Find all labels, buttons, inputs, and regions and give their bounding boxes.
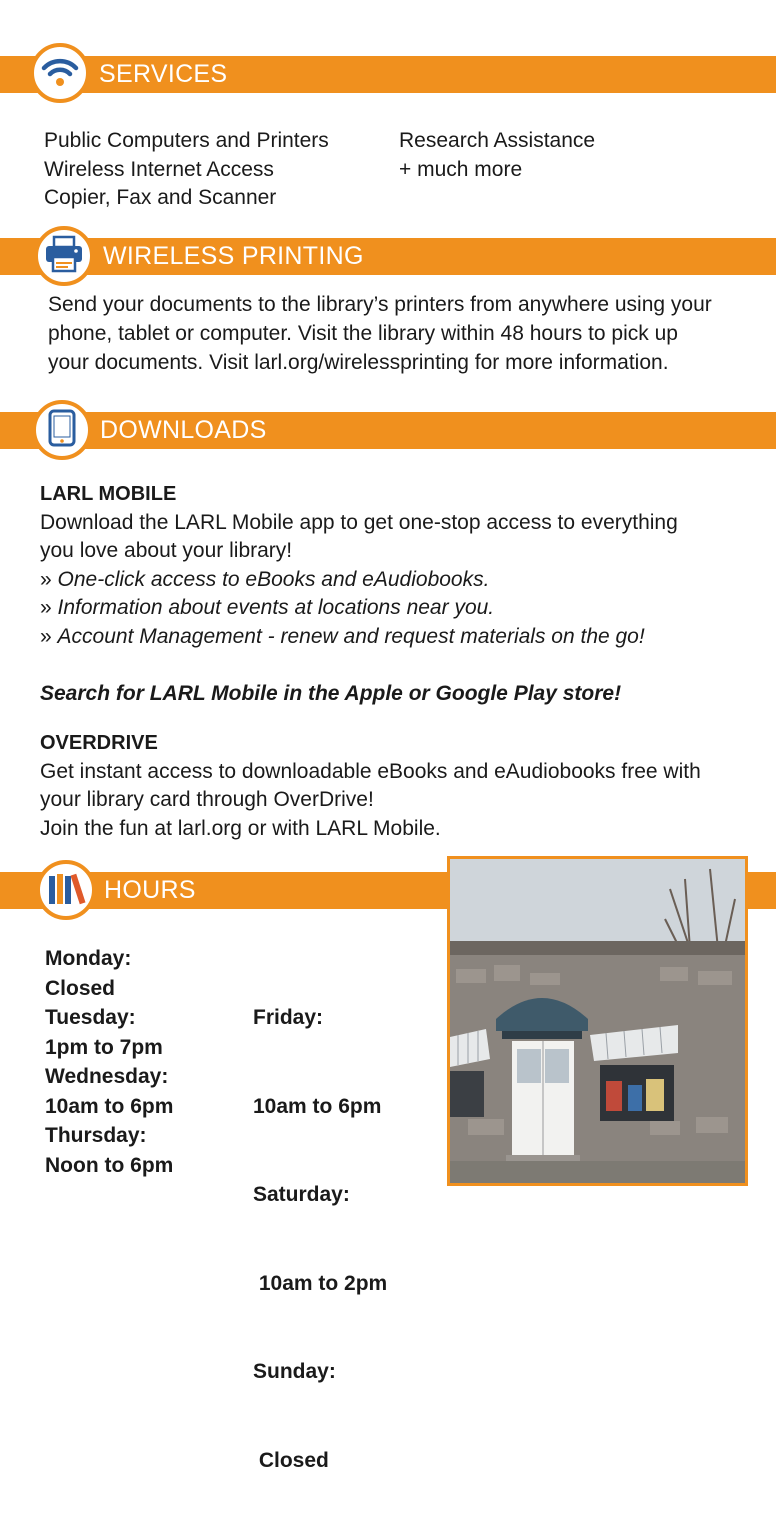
paragraph-line: you love about your library! bbox=[40, 539, 293, 562]
bullet-mark: » bbox=[40, 596, 52, 619]
hours-line: Closed bbox=[253, 1448, 329, 1472]
downloads-badge bbox=[32, 400, 92, 460]
overdrive-block bbox=[40, 729, 701, 843]
hours-badge bbox=[36, 860, 96, 920]
library-building-photo bbox=[447, 856, 748, 1186]
books-icon bbox=[46, 870, 86, 911]
hours-line: Thursday: bbox=[45, 1124, 147, 1147]
downloads-title: DOWNLOADS bbox=[100, 416, 267, 444]
bullet-item: » Information about events at locations near you. bbox=[40, 596, 495, 619]
printer-icon bbox=[44, 235, 84, 278]
services-badge bbox=[30, 43, 90, 103]
wifi-icon bbox=[41, 54, 79, 93]
bullet-mark: » bbox=[40, 624, 52, 648]
hours-line: Closed bbox=[45, 976, 116, 1000]
overdrive-heading: OVERDRIVE bbox=[40, 732, 158, 754]
paragraph-line: Send your documents to the library’s printers from anywhere using your bbox=[48, 293, 712, 316]
service-item: Research Assistance bbox=[399, 129, 596, 152]
hours-line: Noon to 6pm bbox=[45, 1153, 174, 1177]
service-item: Wireless Internet Access bbox=[44, 157, 274, 181]
hours-line: Monday: bbox=[45, 947, 132, 970]
tablet-icon bbox=[47, 409, 77, 452]
paragraph-line: your documents. Visit larl.org/wirelessprinting for more information. bbox=[48, 351, 669, 374]
service-item: + much more bbox=[399, 157, 523, 181]
hours-line: 1pm to 7pm bbox=[45, 1035, 163, 1059]
hours-line: 10am to 6pm bbox=[253, 1094, 382, 1118]
wireless-printing-text bbox=[48, 290, 712, 377]
service-item: Public Computers and Printers bbox=[44, 129, 329, 152]
hours-column-right bbox=[253, 944, 387, 1534]
paragraph-line: Get instant access to downloadable eBooks and eAudiobooks free with bbox=[40, 759, 701, 783]
hours-line: Sunday: bbox=[253, 1360, 336, 1383]
larl-mobile-block bbox=[40, 480, 678, 708]
hours-column-left bbox=[45, 944, 173, 1180]
paragraph-line: Download the LARL Mobile app to get one-stop access to everything bbox=[40, 510, 678, 534]
hours-line: Friday: bbox=[253, 1006, 324, 1029]
hours-title: HOURS bbox=[104, 876, 196, 904]
wireless-printing-title: WIRELESS PRINTING bbox=[103, 242, 364, 270]
bullet-item: » Account Management - renew and request materials on the go! bbox=[40, 624, 645, 648]
service-item: Copier, Fax and Scanner bbox=[44, 186, 277, 209]
larl-mobile-heading: LARL MOBILE bbox=[40, 483, 177, 505]
bullet-mark: » bbox=[40, 567, 52, 591]
hours-line: Tuesday: bbox=[45, 1006, 136, 1029]
services-list-right bbox=[399, 127, 595, 184]
services-title: SERVICES bbox=[99, 60, 228, 88]
services-list-left bbox=[44, 127, 329, 213]
hours-line: 10am to 2pm bbox=[253, 1271, 388, 1295]
bullet-item: » One-click access to eBooks and eAudiobooks. bbox=[40, 567, 490, 591]
wireless-printing-badge bbox=[34, 226, 94, 286]
hours-line: Saturday: bbox=[253, 1183, 350, 1206]
paragraph-line: your library card through OverDrive! bbox=[40, 788, 374, 811]
paragraph-line: phone, tablet or computer. Visit the library within 48 hours to pick up bbox=[48, 322, 678, 345]
search-note: Search for LARL Mobile in the Apple or Google Play store! bbox=[40, 681, 622, 705]
hours-line: 10am to 6pm bbox=[45, 1094, 174, 1118]
paragraph-line: Join the fun at larl.org or with LARL Mobile. bbox=[40, 816, 441, 840]
hours-line: Wednesday: bbox=[45, 1065, 169, 1088]
